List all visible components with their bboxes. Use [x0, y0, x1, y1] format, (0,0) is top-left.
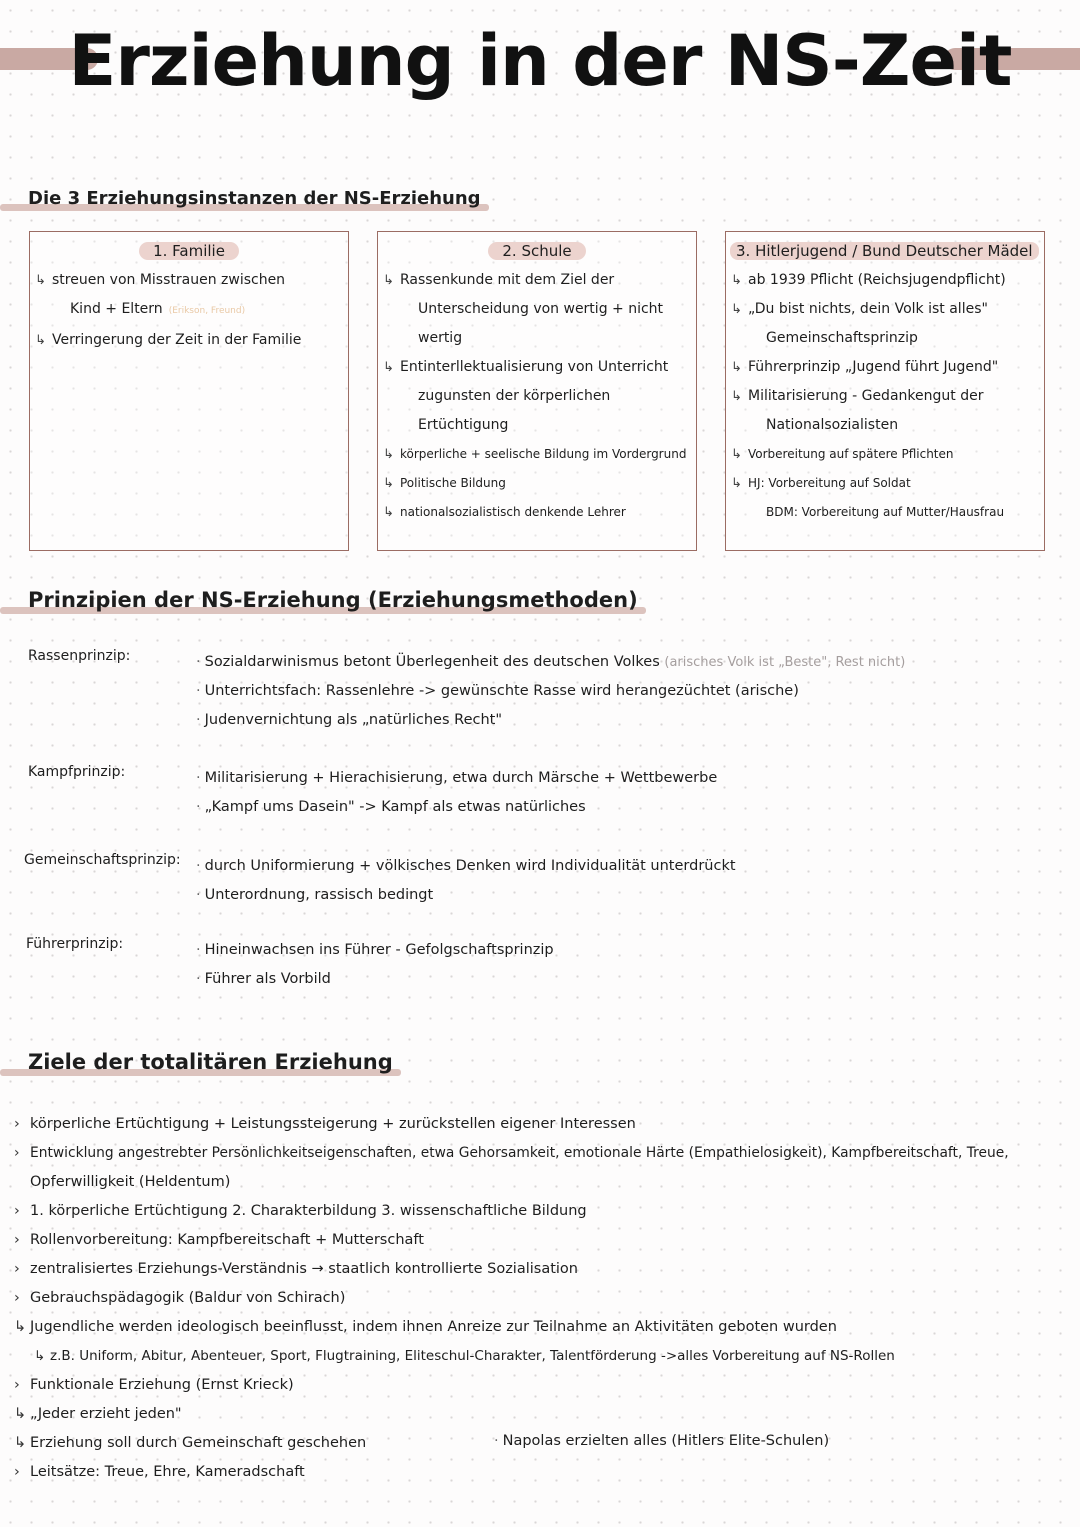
- list-item: ↳ Entinterllektualisierung von Unterricht: [400, 353, 688, 382]
- box-title-familie: 1. Familie: [139, 242, 239, 260]
- list-item: ↳ nationalsozialistisch denkende Lehrer: [400, 498, 688, 527]
- list-item: ↳ Verringerung der Zeit in der Familie: [52, 326, 340, 355]
- goal-item: ↳ Erziehung soll durch Gemeinschaft geschehen: [14, 1435, 367, 1451]
- goal-item: › Rollenvorbereitung: Kampfbereitschaft + Mutterschaft: [14, 1232, 424, 1248]
- list-item: ↳ Militarisierung - Gedankengut der: [748, 382, 1036, 411]
- box-familie: [29, 231, 349, 551]
- box-schule-list: [378, 266, 696, 527]
- list-item: zugunsten der körperlichen Ertüchtigung: [418, 388, 611, 433]
- goals-list: [14, 1110, 1074, 1487]
- principle-point: · Unterrichtsfach: Rassenlehre -> gewünschte Rasse wird herangezüchtet (arische): [196, 677, 905, 706]
- list-item: BDM: Vorbereitung auf Mutter/Hausfrau: [766, 505, 1005, 519]
- list-item: Nationalsozialisten: [766, 417, 899, 433]
- list-item: ↳ HJ: Vorbereitung auf Soldat: [748, 469, 1036, 498]
- goal-item: ↳ Jugendliche werden ideologisch beeinflusst, indem ihnen Anreize zur Teilnahme an Aktivitäten geboten wurden: [14, 1319, 837, 1335]
- list-item: ↳ körperliche + seelische Bildung im Vordergrund: [400, 440, 688, 469]
- goal-item: › Entwicklung angestrebter Persönlichkeitseigenschaften, etwa Gehorsamkeit, emotionale Härte (Empathielosigkeit), Kampfbereitschaft, Treue,: [14, 1145, 1009, 1161]
- principle-point: · Führer als Vorbild: [196, 965, 554, 994]
- list-item: ↳ Rassenkunde mit dem Ziel der: [400, 266, 688, 295]
- principle-label: Rassenprinzip:: [28, 648, 131, 664]
- page-title: Erziehung in der NS-Zeit: [68, 20, 1012, 102]
- principle-point: · „Kampf ums Dasein" -> Kampf als etwas natürliches: [196, 793, 717, 822]
- goal-item: › Leitsätze: Treue, Ehre, Kameradschaft: [14, 1464, 305, 1480]
- box-title-hitlerjugend: 3. Hitlerjugend / Bund Deutscher Mädel: [730, 242, 1039, 260]
- principle-point: · Unterordnung, rassisch bedingt: [196, 881, 736, 910]
- principle-point: · durch Uniformierung + völkisches Denken wird Individualität unterdrückt: [196, 852, 736, 881]
- goal-item: ↳ z.B. Uniform, Abitur, Abenteuer, Sport, Flugtraining, Eliteschul-Charakter, Talentförderung ->alles Vorbereitung auf NS-Rollen: [34, 1348, 895, 1364]
- list-item: ↳ „Du bist nichts, dein Volk ist alles": [748, 295, 1036, 324]
- section-heading-instanzen: Die 3 Erziehungsinstanzen der NS-Erziehung: [0, 188, 489, 209]
- list-item: Gemeinschaftsprinzip: [766, 330, 918, 346]
- principle-label: Gemeinschaftsprinzip:: [24, 852, 181, 868]
- list-item: ↳ Vorbereitung auf spätere Pflichten: [748, 440, 1036, 469]
- box-schule: [377, 231, 697, 551]
- list-item: ↳ Politische Bildung: [400, 469, 688, 498]
- principle-point: · Sozialdarwinismus betont Überlegenheit des deutschen Volkes (arisches Volk ist „Beste", Rest nicht): [196, 648, 905, 677]
- list-item: Unterscheidung von wertig + nicht: [418, 301, 664, 317]
- goal-item: › Gebrauchspädagogik (Baldur von Schirach): [14, 1290, 346, 1306]
- goal-item: Opferwilligkeit (Heldentum): [30, 1174, 231, 1190]
- principle-point: · Judenvernichtung als „natürliches Recht": [196, 706, 905, 735]
- principle-label: Kampfprinzip:: [28, 764, 126, 780]
- principle-label: Führerprinzip:: [26, 936, 124, 952]
- goal-item: ↳ „Jeder erzieht jeden": [14, 1406, 182, 1422]
- principle-point: · Militarisierung + Hierachisierung, etwa durch Märsche + Wettbewerbe: [196, 764, 717, 793]
- list-item: wertig: [418, 330, 463, 346]
- box-hitlerjugend: [725, 231, 1045, 551]
- goal-item: › Funktionale Erziehung (Ernst Krieck): [14, 1377, 294, 1393]
- goal-item: › zentralisiertes Erziehungs-Verständnis → staatlich kontrollierte Sozialisation: [14, 1261, 578, 1277]
- list-item: Kind + Eltern (Erikson, Freund): [70, 301, 246, 317]
- box-title-schule: 2. Schule: [488, 242, 585, 260]
- section-heading-prinzipien: Prinzipien der NS-Erziehung (Erziehungsmethoden): [0, 588, 646, 612]
- note-erikson: (Erikson, Freund): [168, 306, 246, 316]
- box-hitlerjugend-list: [726, 266, 1044, 527]
- list-item: ↳ ab 1939 Pflicht (Reichsjugendpflicht): [748, 266, 1036, 295]
- box-familie-list: [30, 266, 348, 355]
- section-heading-ziele: Ziele der totalitären Erziehung: [0, 1050, 401, 1074]
- principle-note: (arisches Volk ist „Beste", Rest nicht): [664, 655, 906, 670]
- list-item: ↳ streuen von Misstrauen zwischen: [52, 266, 340, 295]
- list-item: ↳ Führerprinzip „Jugend führt Jugend": [748, 353, 1036, 382]
- napolas-note: · Napolas erzielten alles (Hitlers Elite-Schulen): [494, 1433, 829, 1449]
- goal-item: › körperliche Ertüchtigung + Leistungssteigerung + zurückstellen eigener Interessen: [14, 1116, 636, 1132]
- goal-item: › 1. körperliche Ertüchtigung 2. Charakterbildung 3. wissenschaftliche Bildung: [14, 1203, 587, 1219]
- principle-point: · Hineinwachsen ins Führer - Gefolgschaftsprinzip: [196, 936, 554, 965]
